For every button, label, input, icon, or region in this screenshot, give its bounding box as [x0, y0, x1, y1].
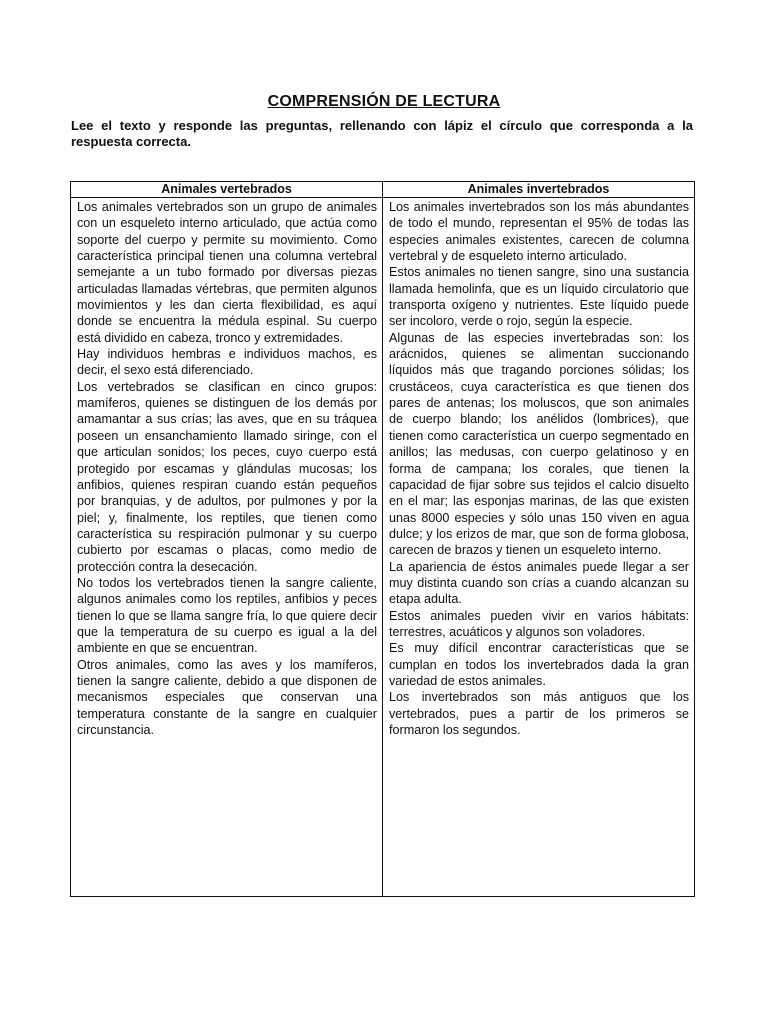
page-title: COMPRENSIÓN DE LECTURA	[267, 93, 501, 110]
table-header-row	[71, 182, 695, 198]
invertebrates-header: Animales invertebrados	[383, 182, 695, 198]
instructions-text: Lee el texto y responde las preguntas, rellenando con lápiz el círculo que corresponda a la respuesta correcta.	[71, 118, 693, 149]
invertebrates-paragraph: Estos animales pueden vivir en varios hábitats: terrestres, acuáticos y algunos son voladores.	[389, 608, 689, 639]
invertebrates-paragraph: Los animales invertebrados son los más abundantes de todo el mundo, representan el 95% de todas las especies animales existentes, carecen de columna vertebral y de esqueleto interno articulado.	[389, 200, 689, 264]
invertebrates-paragraph: Algunas de las especies invertebradas son: los arácnidos, quienes se alimentan succionando líquidos más que tragando porciones sólidas; los crustáceos, cuya característica es que tienen dos pares de antenas; los moluscos, que son animales de cuerpo blando; los anélidos (lombrices), que tienen como característica un cuerpo segmentado en anillos; las medusas, con cuerpo gelatinoso y en forma de campana; los corales, que tienen la capacidad de fijar sobre sus tejidos el calcio disuelto en el mar; las esponjas marinas, de las que existen unas 8000 especies y sólo unas 150 viven en agua dulce; y los erizos de mar, que son de forma globosa, carecen de brazos y tienen un esqueleto interno.	[389, 330, 689, 558]
invertebrates-paragraph: La apariencia de éstos animales puede llegar a ser muy distinta cuando son crías a cuando alcanzan su etapa adulta.	[389, 559, 689, 607]
comparison-table	[70, 181, 695, 897]
invertebrates-paragraph: Estos animales no tienen sangre, sino una sustancia llamada hemolinfa, que es un líquido circulatorio que transporta oxígeno y nutrientes. Este líquido puede ser incoloro, verde o rojo, según la especie.	[389, 265, 689, 329]
invertebrates-paragraph: Es muy difícil encontrar características que se cumplan en todos los invertebrados dada la gran variedad de estos animales.	[389, 641, 689, 688]
vertebrates-paragraph: Hay individuos hembras e individuos machos, es decir, el sexo está diferenciado.	[77, 347, 377, 378]
invertebrates-column	[383, 198, 695, 897]
vertebrates-paragraph: Los animales vertebrados son un grupo de animales con un esqueleto interno articulado, que actúa como soporte del cuerpo y permite su movimiento. Como característica principal tienen una columna vertebral semejante a un tubo formado por diversas piezas articuladas llamadas vértebras, que permiten algunos movimientos y les dan cierta flexibilidad, es aquí donde se encuentra la médula espinal. Su cuerpo está dividido en cabeza, tronco y extremidades.	[77, 200, 377, 345]
vertebrates-header: Animales vertebrados	[71, 182, 383, 198]
vertebrates-column	[71, 198, 383, 897]
vertebrates-paragraph: Otros animales, como las aves y los mamíferos, tienen la sangre caliente, debido a que disponen de mecanismos especiales que conservan una temperatura constante de la sangre en cualquier circunstancia.	[77, 657, 377, 737]
invertebrates-paragraph: Los invertebrados son más antiguos que los vertebrados, pues a partir de los primeros se formaron los segundos.	[389, 690, 689, 737]
table-body-row	[71, 198, 695, 897]
vertebrates-paragraph: Los vertebrados se clasifican en cinco grupos: mamíferos, quienes se distinguen de los demás por amamantar a sus crías; las aves, que en su tráquea poseen un ensanchamiento llamado siringe, con el que articulan sonidos; los peces, cuyo cuerpo está protegido por escamas y glándulas mucosas; los anfibios, quienes respiran cuando están pequeños por branquias, y de adultos, por pulmones y por la piel; y, finalmente, los reptiles, que tienen como característica su respiración pulmonar y su cuerpo cubierto por escamas o placas, como medio de protección contra la desecación.	[77, 379, 377, 574]
vertebrates-paragraph: No todos los vertebrados tienen la sangre caliente, algunos animales como los reptiles, anfibios y peces tienen lo que se llama sangre fría, lo que quiere decir que la temperatura de su cuerpo es igual a la del ambiente en que se encuentran.	[77, 575, 377, 656]
